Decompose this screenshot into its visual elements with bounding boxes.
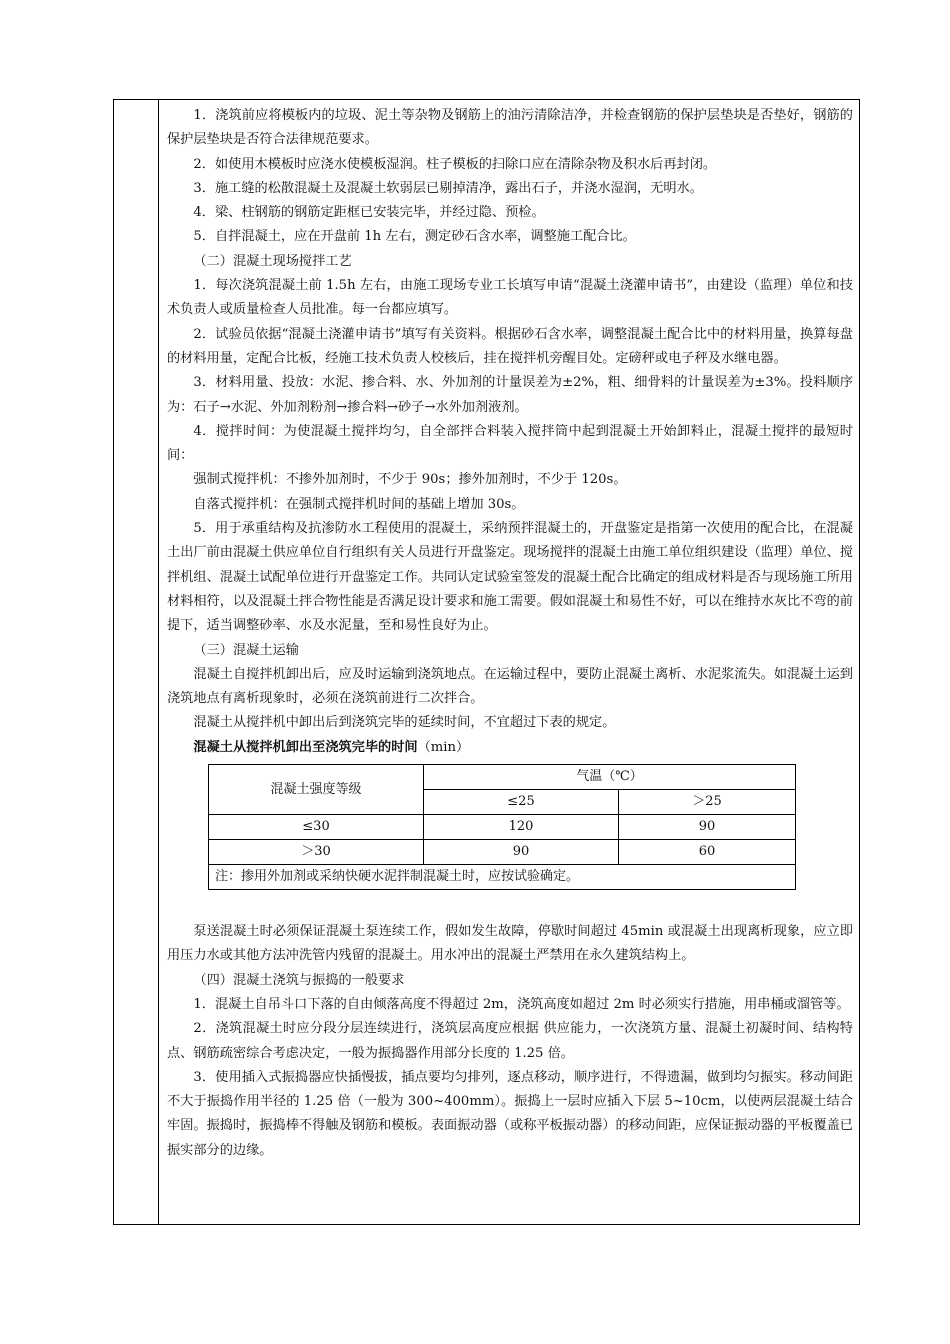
- paragraph: 混凝土自搅拌机卸出后，应及时运输到浇筑地点。在运输过程中，要防止混凝土离析、水泥浆流失。如混凝土运到浇筑地点有离析现象时，必须在浇筑前进行二次拌合。: [167, 666, 853, 707]
- value-cell: 60: [619, 840, 796, 865]
- paragraph: 5．用于承重结构及抗渗防水工程使用的混凝土，采纳预拌混凝土的，开盘鉴定是指第一次使用的配合比，在混凝土出厂前由混凝土供应单位自行组织有关人员进行开盘鉴定。现场搅拌的混凝土由施工单位组织建设（监理）单位、搅拌机组、混凝土试配单位进行开盘鉴定工作。共同认定试验室签发的混凝土配合比确定的组成材料是否与现场施工所用材料相符，以及混凝土拌合物性能是否满足设计要求和施工需要。假如混凝土和易性不好，可以在维持水灰比不弯的前提下，适当调整砂率、水及水泥量，至和易性良好为止。: [167, 521, 853, 634]
- grade-cell: ≤30: [209, 815, 424, 840]
- value-cell: 120: [424, 815, 619, 840]
- table-row: [209, 815, 796, 840]
- value-cell: 90: [424, 840, 619, 865]
- table-header-row: [209, 765, 796, 790]
- header-temp-low: ≤25: [424, 790, 619, 815]
- value-cell: 90: [619, 815, 796, 840]
- table-note-row: [209, 865, 796, 890]
- form-frame: [113, 99, 860, 1225]
- table-row: [209, 840, 796, 865]
- paragraph: 2．浇筑混凝土时应分段分层连续进行，浇筑层高度应根据 供应能力，一次浇筑方量、混凝土初凝时间、结构特点、钢筋疏密综合考虑决定，一般为振捣器作用部分长度的 1.25 倍。: [167, 1021, 853, 1061]
- paragraph: 强制式搅拌机：不掺外加剂时，不少于 90s；掺外加剂时，不少于 120s。: [193, 472, 627, 488]
- table-caption-title: 混凝土从搅拌机卸出至浇筑完毕的时间: [193, 739, 418, 755]
- paragraph: 泵送混凝土时必须保证混凝土泵连续工作，假如发生故障，停歇时间超过 45min 或混凝土出现离析现象，应立即用压力水或其他方法冲洗管内残留的混凝土。用水冲出的混凝土严禁用在永久建筑结构上。: [167, 924, 853, 964]
- paragraph: 4．搅拌时间：为使混凝土搅拌均匀，自全部拌合料装入搅拌筒中起到混凝土开始卸料止，混凝土搅拌的最短时间：: [167, 423, 853, 464]
- section-heading: （二）混凝土现场搅拌工艺: [193, 253, 352, 269]
- section-heading: （四）混凝土浇筑与振捣的一般要求: [193, 972, 405, 988]
- paragraph: 自落式搅拌机：在强制式搅拌机时间的基础上增加 30s。: [193, 496, 525, 512]
- paragraph: 3．材料用量、投放：水泥、掺合料、水、外加剂的计量误差为±2%，粗、细骨料的计量误差为±3%。投料顺序为：石子→水泥、外加剂粉剂→掺合料→砂子→水外加剂液剂。: [167, 375, 853, 415]
- paragraph: 3．施工缝的松散混凝土及混凝土软弱层已剔掉清净，露出石子，并浇水湿润，无明水。: [193, 180, 703, 196]
- table-caption: [167, 736, 853, 760]
- left-column-divider: [158, 100, 159, 1224]
- paragraph: 1．浇筑前应将模板内的垃圾、泥土等杂物及钢筋上的油污清除洁净，并检查钢筋的保护层垫块是否垫好，钢筋的保护层垫块是否符合法律规范要求。: [167, 108, 853, 148]
- grade-cell: ＞30: [209, 840, 424, 865]
- pouring-time-table: [208, 764, 796, 890]
- table-caption-unit: （min）: [417, 739, 470, 755]
- paragraph: 1．每次浇筑混凝土前 1.5h 左右，由施工现场专业工长填写申请“混凝土浇灌申请书”，由建设（监理）单位和技术负责人或质量检查人员批准。每一台都应填写。: [167, 278, 853, 318]
- header-grade: 混凝土强度等级: [209, 765, 424, 815]
- paragraph: 1．混凝土自吊斗口下落的自由倾落高度不得超过 2m，浇筑高度如超过 2m 时必须实行措施，用串桶或溜管等。: [193, 996, 850, 1012]
- paragraph: 2．如使用木模板时应浇水使模板湿润。柱子模板的扫除口应在清除杂物及积水后再封闭。: [193, 156, 717, 172]
- paragraph: 混凝土从搅拌机中卸出后到浇筑完毕的延续时间，不宜超过下表的规定。: [193, 715, 616, 731]
- paragraph: 2．试验员依据“混凝土浇灌申请书”填写有关资料。根据砂石含水率，调整混凝土配合比中的材料用量，换算每盘的材料用量，定配合比板，经施工技术负责人校核后，挂在搅拌机旁醒目处。定磅秤或电子秤及水继电器。: [167, 326, 853, 366]
- paragraph: 4．梁、柱钢筋的钢筋定距框已安装完毕，并经过隐、预检。: [193, 205, 545, 221]
- document-body: [167, 104, 853, 1163]
- header-temperature: 气温（℃）: [424, 765, 796, 790]
- header-temp-high: ＞25: [619, 790, 796, 815]
- section-heading: （三）混凝土运输: [193, 642, 299, 658]
- paragraph: 5．自拌混凝土，应在开盘前 1h 左右，测定砂石含水率，调整施工配合比。: [193, 229, 636, 245]
- table-note: 注：掺用外加剂或采纳快硬水泥拌制混凝土时，应按试验确定。: [209, 865, 796, 890]
- paragraph: 3．使用插入式振捣器应快插慢拔，插点要均匀排列，逐点移动，顺序进行，不得遗漏，做到均匀振实。移动间距不大于振捣作用半径的 1.25 倍（一般为 300~400mm）。振捣上一层时应插入下层 5~10cm，以使两层混凝土结合牢固。振捣时，振捣棒不得触及钢筋和模板。表面振动器（或称平板振动器）的移动间距，应保证振动器的平板覆盖已振实部分的边缘。: [167, 1069, 853, 1158]
